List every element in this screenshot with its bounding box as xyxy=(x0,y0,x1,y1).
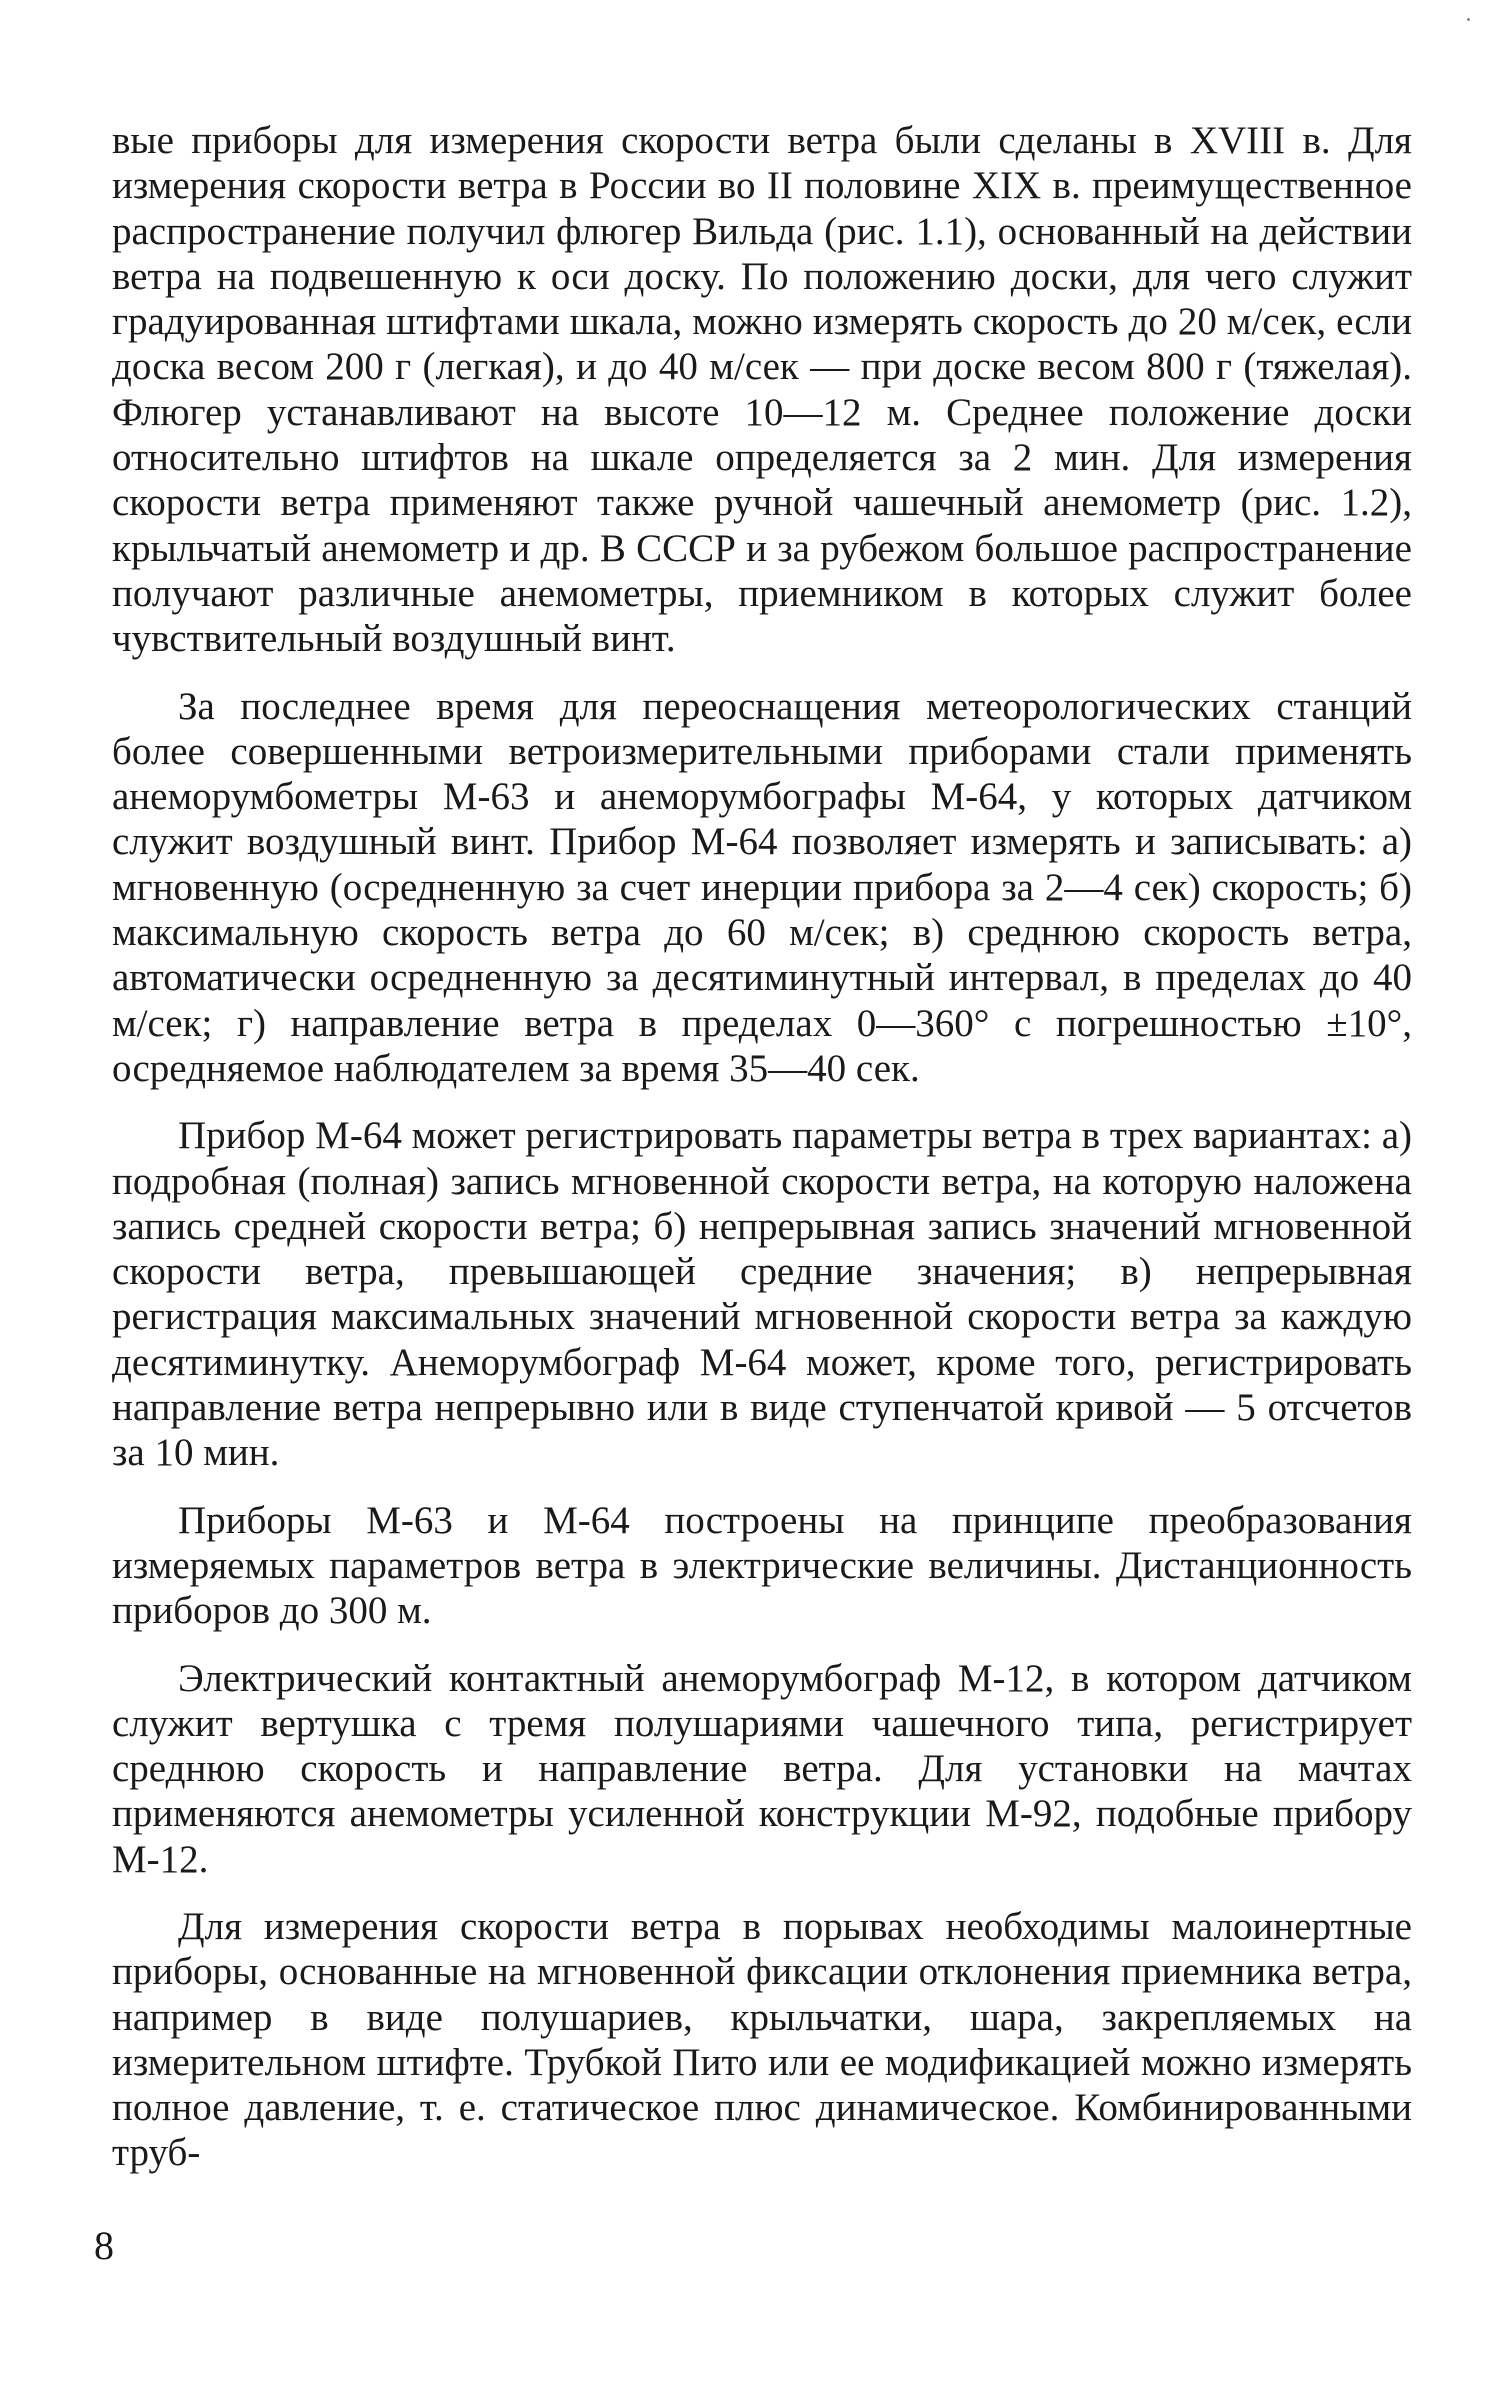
paragraph-2: За последнее время для переоснащения метеорологических станций более совершенными ветроизмерительными приборами стали применять анеморумбометры М-63 и анеморумбографы М-64, у которых датчиком служит воздушный винт. Прибор М-64 позволяет измерять и записывать: а) мгновенную (осредненную за счет инерции прибора за 2—4 сек) скорость; б) максимальную скорость ветра до 60 м/сек; в) среднюю скорость ветра, автоматически осредненную за десятиминутный интервал, в пределах до 40 м/сек; г) направление ветра в пределах 0—360° с погрешностью ±10°, осредняемое наблюдателем за время 35—40 сек. xyxy=(112,684,1412,1090)
scan-speck xyxy=(1467,18,1470,21)
paragraph-6: Для измерения скорости ветра в порывах необходимы малоинертные приборы, основанные на мгновенной фиксации отклонения приемника ветра, например в виде полушариев, крыльчатки, шара, закрепляемых на измерительном штифте. Трубкой Пито или ее модификацией можно измерять полное давление, т. е. статическое плюс динамическое. Комбинированными труб- xyxy=(112,1904,1412,2175)
paragraph-5: Электрический контактный анеморумбограф М-12, в котором датчиком служит вертушка с тремя полушариями чашечного типа, регистрирует среднюю скорость и направление ветра. Для установки на мачтах применяются анемометры усиленной конструкции М-92, подобные прибору М-12. xyxy=(112,1656,1412,1881)
page-number: 8 xyxy=(94,2223,114,2268)
paragraph-4: Приборы М-63 и М-64 построены на принципе преобразования измеряемых параметров ветра в электрические величины. Дистанционность приборов до 300 м. xyxy=(112,1498,1412,1633)
paragraph-3: Прибор М-64 может регистрировать параметры ветра в трех вариантах: а) подробная (полная) запись мгновенной скорости ветра, на которую наложена запись средней скорости ветра; б) непрерывная запись значений мгновенной скорости ветра, превышающей средние значения; в) непрерывная регистрация максимальных значений мгновенной скорости ветра за каждую десятиминутку. Анеморумбограф М-64 может, кроме того, регистрировать направление ветра непрерывно или в виде ступенчатой кривой — 5 отсчетов за 10 мин. xyxy=(112,1114,1412,1475)
paragraph-1: вые приборы для измерения скорости ветра были сделаны в XVIII в. Для измерения скорости ветра в России во II половине XIX в. преимущественное распространение получил флюгер Вильда (рис. 1.1), основанный на действии ветра на подвешенную к оси доску. По положению доски, для чего служит градуированная штифтами шкала, можно измерять скорость до 20 м/сек, если доска весом 200 г (легкая), и до 40 м/сек — при доске весом 800 г (тяжелая). Флюгер устанавливают на высоте 10—12 м. Среднее положение доски относительно штифтов на шкале определяется за 2 мин. Для измерения скорости ветра применяют также ручной чашечный анемометр (рис. 1.2), крыльчатый анемометр и др. В СССР и за рубежом большое распространение получают различные анемометры, приемником в которых служит более чувствительный воздушный винт. xyxy=(112,119,1412,661)
page-body xyxy=(112,118,1412,2198)
